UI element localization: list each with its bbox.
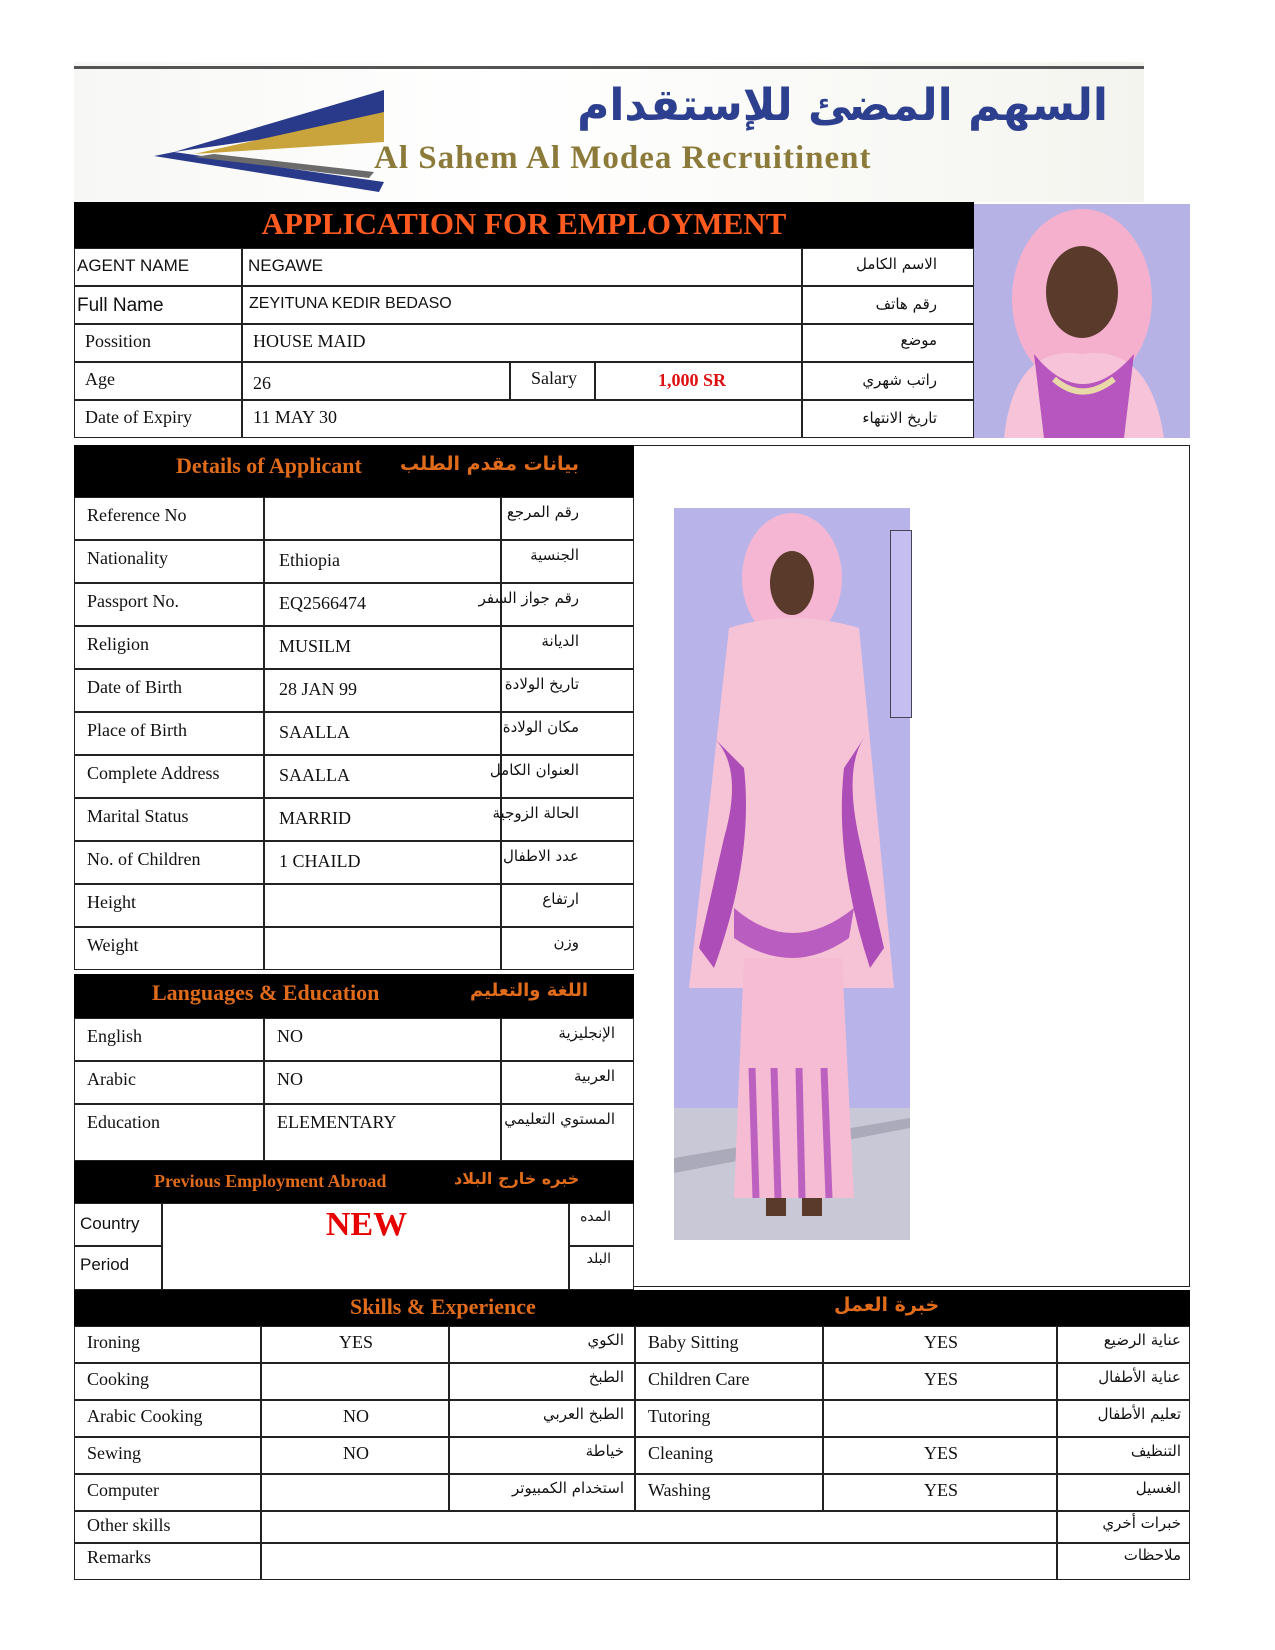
- applicant-face-icon: [974, 204, 1190, 438]
- remarks-value-cell: [261, 1543, 1057, 1580]
- skill-label: Cleaning: [648, 1443, 713, 1463]
- remarks-label: Remarks: [87, 1547, 151, 1567]
- detail-label-cell: [74, 669, 264, 712]
- language-label: English: [87, 1026, 143, 1046]
- previous-value-cell: [162, 1203, 569, 1290]
- age-value: 26: [253, 373, 271, 393]
- full-name-arabic: رقم هاتف: [875, 295, 937, 313]
- skill-arabic: عناية الأطفال: [1098, 1368, 1181, 1386]
- skill-label-cell: [74, 1400, 261, 1437]
- detail-value-cell: [264, 841, 501, 884]
- full-name-value: ZEYITUNA KEDIR BEDASO: [249, 295, 452, 312]
- skill-arabic-cell: [1057, 1363, 1190, 1400]
- salary-label-cell: [510, 362, 595, 400]
- period-arabic: البلد: [586, 1251, 611, 1267]
- detail-label: Weight: [87, 935, 139, 955]
- skill-arabic: استخدام الكمبيوتر: [512, 1479, 624, 1497]
- full-name-value-cell: [242, 286, 802, 324]
- remarks-arabic: ملاحظات: [1123, 1546, 1181, 1564]
- language-label-cell: [74, 1061, 264, 1104]
- detail-arabic-cell: [489, 755, 634, 798]
- skill-label: Sewing: [87, 1443, 141, 1463]
- skills-title-en: Skills & Experience: [350, 1294, 536, 1319]
- logo-english-text: Al Sahem Al Modea Recruitinent: [374, 140, 872, 176]
- other-skills-value-cell: [261, 1511, 1057, 1543]
- language-label: Education: [87, 1112, 160, 1132]
- skill-label-cell: [74, 1363, 261, 1400]
- detail-value-cell: [264, 583, 501, 626]
- skill-arabic: الغسيل: [1135, 1479, 1181, 1497]
- details-title-en: Details of Applicant: [176, 453, 362, 478]
- country-label-cell: [74, 1203, 162, 1246]
- skill-label-cell: [74, 1437, 261, 1474]
- detail-label-cell: [74, 712, 264, 755]
- detail-label-cell: [74, 626, 264, 669]
- skill-arabic: الكوي: [587, 1331, 624, 1349]
- period-arabic-cell: [569, 1246, 634, 1290]
- skill-label-cell: [635, 1474, 823, 1511]
- skill-arabic-cell: [1057, 1326, 1190, 1363]
- detail-label: Date of Birth: [87, 677, 182, 697]
- detail-value-cell: [264, 798, 501, 841]
- agent-name-value-cell: [242, 248, 802, 286]
- agent-name-label: AGENT NAME: [77, 256, 190, 275]
- age-arabic-cell: [802, 362, 974, 400]
- detail-arabic-cell: [492, 798, 634, 841]
- period-label-cell: [74, 1246, 162, 1290]
- skill-arabic-cell: [1057, 1474, 1190, 1511]
- expiry-label-cell: [74, 400, 242, 438]
- skill-label-cell: [74, 1326, 261, 1363]
- details-title-ar: بيانات مقدم الطلب: [400, 453, 579, 475]
- previous-title-en: Previous Employment Abroad: [154, 1171, 387, 1191]
- agent-name-arabic-cell: [802, 248, 974, 286]
- detail-value: SAALLA: [279, 765, 350, 785]
- previous-value: NEW: [325, 1206, 408, 1243]
- language-label: Arabic: [87, 1069, 136, 1089]
- skill-value: NO: [343, 1406, 369, 1426]
- skill-arabic: التنظيف: [1130, 1442, 1181, 1460]
- languages-title-ar: اللغة والتعليم: [470, 980, 589, 1001]
- detail-value-cell: [264, 626, 501, 669]
- language-arabic: العربية: [574, 1067, 615, 1085]
- detail-arabic: الديانة: [541, 632, 579, 650]
- skill-value-cell: [823, 1437, 1057, 1474]
- detail-arabic: وزن: [553, 933, 579, 951]
- skill-label: Tutoring: [648, 1406, 711, 1426]
- company-logo: [74, 62, 1144, 202]
- detail-label: Passport No.: [87, 591, 180, 611]
- skill-value: NO: [343, 1443, 369, 1463]
- skill-label: Baby Sitting: [648, 1332, 739, 1352]
- inset-photo-edge: [890, 530, 912, 718]
- skill-label: Cooking: [87, 1369, 150, 1389]
- full-name-arabic-cell: [802, 286, 974, 324]
- languages-title-en: Languages & Education: [152, 980, 380, 1005]
- detail-value: SAALLA: [279, 722, 350, 742]
- skill-label: Children Care: [648, 1369, 750, 1389]
- detail-arabic-cell: [501, 540, 634, 583]
- detail-arabic-cell: [501, 841, 634, 884]
- skill-arabic-cell: [449, 1400, 635, 1437]
- detail-label: Nationality: [87, 548, 168, 568]
- skill-value: YES: [923, 1480, 958, 1500]
- detail-arabic-cell: [501, 497, 634, 540]
- skill-value-cell: [823, 1363, 1057, 1400]
- languages-header: [74, 974, 634, 1018]
- language-value: NO: [277, 1069, 303, 1089]
- detail-label-cell: [74, 755, 264, 798]
- skill-value: YES: [923, 1369, 958, 1389]
- skill-label: Ironing: [87, 1332, 140, 1352]
- skill-value-cell: [823, 1474, 1057, 1511]
- full-body-photo: [674, 508, 910, 1240]
- salary-value: 1,000 SR: [658, 370, 727, 390]
- skill-arabic: عناية الرضيع: [1103, 1331, 1181, 1349]
- detail-value-cell: [264, 884, 501, 927]
- language-label-cell: [74, 1104, 264, 1161]
- detail-label-cell: [74, 798, 264, 841]
- detail-arabic: ارتفاع: [542, 890, 579, 908]
- language-value: ELEMENTARY: [277, 1112, 397, 1132]
- skill-arabic: تعليم الأطفال: [1097, 1405, 1181, 1423]
- position-label: Possition: [85, 331, 152, 351]
- salary-value-cell: [595, 362, 802, 400]
- detail-arabic-cell: [501, 626, 634, 669]
- expiry-value: 11 MAY 30: [253, 407, 338, 427]
- title-bar: [74, 202, 974, 248]
- period-label: Period: [80, 1255, 130, 1274]
- skill-arabic: خياطة: [585, 1442, 624, 1460]
- remarks-arabic-cell: [1057, 1543, 1190, 1580]
- skill-label-cell: [635, 1400, 823, 1437]
- detail-label-cell: [74, 884, 264, 927]
- detail-arabic: عدد الاطفال: [503, 847, 579, 865]
- skill-arabic-cell: [449, 1363, 635, 1400]
- country-arabic-cell: [569, 1203, 634, 1246]
- position-arabic: موضع: [900, 331, 937, 349]
- detail-value: 1 CHAILD: [279, 851, 361, 871]
- language-arabic: الإنجليزية: [558, 1024, 615, 1042]
- detail-label: Place of Birth: [87, 720, 187, 740]
- detail-arabic-cell: [501, 927, 634, 970]
- detail-arabic: الجنسية: [530, 546, 579, 564]
- skill-arabic-cell: [1057, 1400, 1190, 1437]
- language-value-cell: [264, 1061, 501, 1104]
- position-value: HOUSE MAID: [253, 331, 366, 351]
- detail-label: Religion: [87, 634, 149, 654]
- detail-value-cell: [264, 497, 501, 540]
- language-value: NO: [277, 1026, 303, 1046]
- detail-label-cell: [74, 583, 264, 626]
- agent-name-value: NEGAWE: [248, 256, 323, 275]
- skills-title-ar: خبرة العمل: [834, 1294, 940, 1316]
- detail-value-cell: [264, 540, 501, 583]
- detail-label: Reference No: [87, 505, 187, 525]
- applicant-full-body-icon: [674, 508, 910, 1240]
- skill-label-cell: [635, 1326, 823, 1363]
- detail-label: No. of Children: [87, 849, 201, 869]
- detail-label-cell: [74, 841, 264, 884]
- detail-value-cell: [264, 712, 501, 755]
- face-photo: [974, 204, 1190, 438]
- detail-value: Ethiopia: [279, 550, 340, 570]
- skill-label-cell: [635, 1437, 823, 1474]
- detail-arabic-cell: [501, 884, 634, 927]
- detail-arabic: رقم المرجع: [506, 503, 579, 521]
- detail-arabic: تاريخ الولادة: [504, 675, 579, 693]
- salary-arabic: راتب شهري: [862, 371, 937, 389]
- full-name-label: Full Name: [77, 295, 164, 316]
- skill-value: YES: [338, 1332, 373, 1352]
- position-arabic-cell: [802, 324, 974, 362]
- details-header: [74, 445, 634, 497]
- expiry-label: Date of Expiry: [85, 407, 192, 427]
- detail-arabic: الحالة الزوجية: [492, 804, 579, 822]
- logo-divider: [74, 66, 1144, 69]
- detail-arabic: العنوان الكامل: [489, 761, 579, 779]
- skill-label: Computer: [87, 1480, 159, 1500]
- language-label-cell: [74, 1018, 264, 1061]
- skill-value-cell: [261, 1363, 449, 1400]
- other-skills-label: Other skills: [87, 1515, 171, 1535]
- country-label: Country: [80, 1214, 140, 1233]
- detail-value: EQ2566474: [279, 593, 366, 613]
- country-arabic: المده: [580, 1209, 611, 1225]
- language-arabic-cell: [501, 1061, 634, 1104]
- skill-arabic: الطبخ العربي: [543, 1405, 624, 1423]
- detail-label: Height: [87, 892, 136, 912]
- detail-value: MUSILM: [279, 636, 352, 656]
- detail-value-cell: [264, 755, 501, 798]
- skill-value: YES: [923, 1443, 958, 1463]
- skills-header: [74, 1290, 1190, 1326]
- agent-name-arabic: الاسم الكامل: [855, 255, 937, 273]
- previous-header: [74, 1161, 634, 1203]
- page-title: APPLICATION FOR EMPLOYMENT: [261, 206, 787, 241]
- detail-value-cell: [264, 927, 501, 970]
- skill-arabic-cell: [1057, 1437, 1190, 1474]
- language-arabic-cell: [501, 1104, 634, 1161]
- logo-arabic-text: السهم المضئ للإستقدام: [577, 80, 1108, 131]
- previous-title-ar: خبره خارج البلاد: [454, 1169, 580, 1188]
- position-label-cell: [74, 324, 242, 362]
- language-value-cell: [264, 1018, 501, 1061]
- full-name-label-cell: [74, 286, 242, 324]
- age-label-cell: [74, 362, 242, 400]
- detail-arabic-cell: [478, 583, 634, 626]
- other-skills-arabic-cell: [1057, 1511, 1190, 1543]
- detail-arabic-cell: [501, 712, 634, 755]
- skill-arabic-cell: [449, 1326, 635, 1363]
- age-label: Age: [85, 369, 115, 389]
- salary-label: Salary: [531, 368, 577, 388]
- detail-value-cell: [264, 669, 501, 712]
- remarks-label-cell: [74, 1543, 261, 1580]
- skill-arabic-cell: [449, 1474, 635, 1511]
- detail-label-cell: [74, 927, 264, 970]
- detail-label-cell: [74, 540, 264, 583]
- skill-value-cell: [823, 1400, 1057, 1437]
- expiry-arabic-cell: [802, 400, 974, 438]
- age-value-cell: [242, 362, 510, 400]
- language-value-cell: [264, 1104, 501, 1161]
- position-value-cell: [242, 324, 802, 362]
- skill-label-cell: [635, 1363, 823, 1400]
- detail-label: Complete Address: [87, 763, 220, 783]
- detail-label-cell: [74, 497, 264, 540]
- detail-arabic: رقم جواز السفر: [478, 589, 579, 607]
- skill-label: Washing: [648, 1480, 711, 1500]
- skill-value-cell: [261, 1474, 449, 1511]
- agent-name-label-cell: [74, 248, 242, 286]
- expiry-value-cell: [242, 400, 802, 438]
- expiry-arabic: تاريخ الانتهاء: [862, 409, 937, 427]
- detail-arabic-cell: [501, 669, 634, 712]
- other-skills-label-cell: [74, 1511, 261, 1543]
- language-arabic-cell: [501, 1018, 634, 1061]
- skill-label-cell: [74, 1474, 261, 1511]
- other-skills-arabic: خبرات أخري: [1102, 1514, 1181, 1532]
- skill-value: YES: [923, 1332, 958, 1352]
- detail-label: Marital Status: [87, 806, 189, 826]
- skill-label: Arabic Cooking: [87, 1406, 203, 1426]
- skill-value-cell: [261, 1437, 449, 1474]
- detail-value: 28 JAN 99: [279, 679, 358, 699]
- detail-arabic: مكان الولادة: [502, 718, 579, 736]
- language-arabic: المستوي التعليمي: [504, 1110, 615, 1128]
- detail-value: MARRID: [279, 808, 352, 828]
- arrow-logo-icon: [154, 82, 384, 192]
- skill-arabic: الطبخ: [588, 1368, 624, 1386]
- skill-value-cell: [823, 1326, 1057, 1363]
- skill-value-cell: [261, 1400, 449, 1437]
- skill-value-cell: [261, 1326, 449, 1363]
- skill-arabic-cell: [449, 1437, 635, 1474]
